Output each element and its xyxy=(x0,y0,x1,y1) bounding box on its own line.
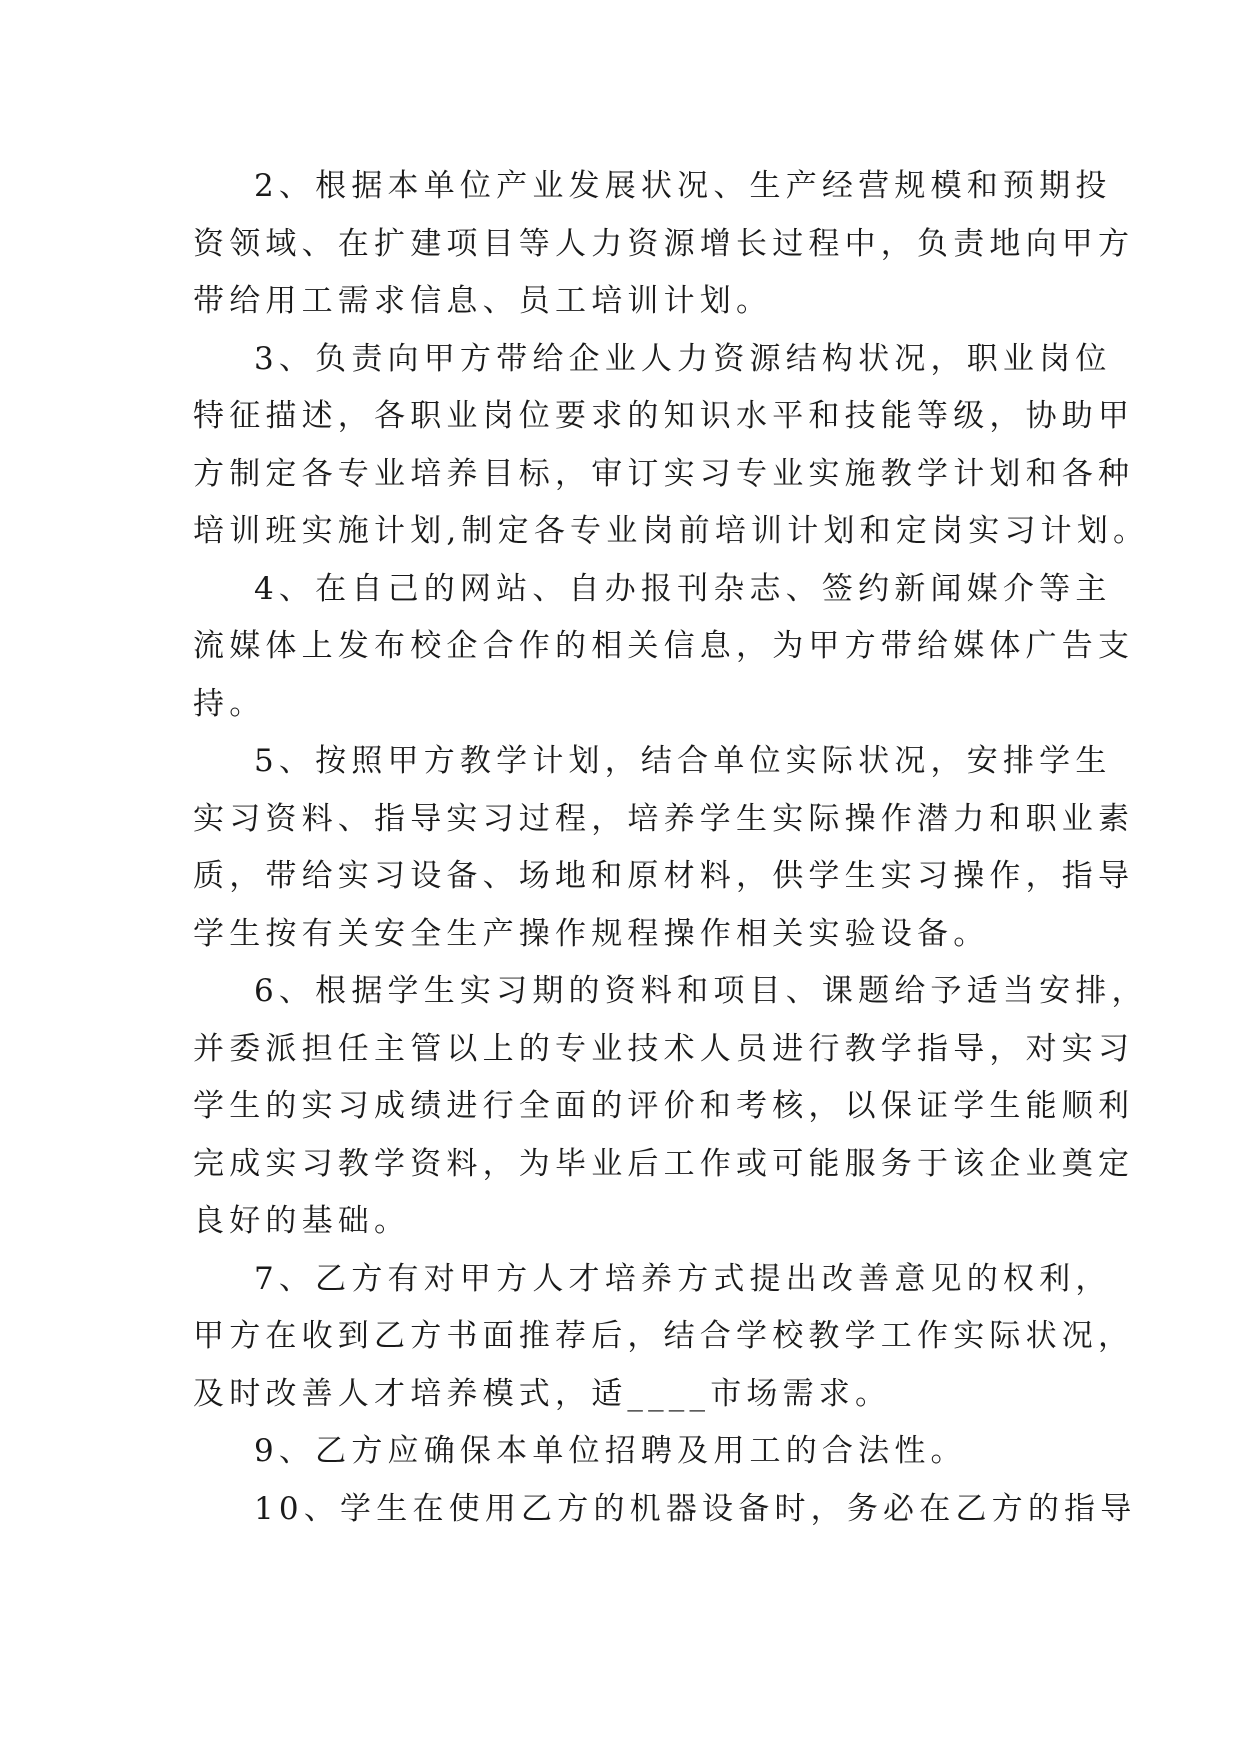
text-line: 培训班实施计划,制定各专业岗前培训计划和定岗实习计划。 xyxy=(193,513,1150,549)
text-line: 资领域、在扩建项目等人力资源增长过程中，负责地向甲方 xyxy=(193,226,1135,262)
text-line: 质，带给实习设备、场地和原材料，供学生实习操作，指导 xyxy=(193,858,1135,894)
text-line: 持。 xyxy=(193,686,266,722)
text-line: 特征描述，各职业岗位要求的知识水平和技能等级，协助甲 xyxy=(193,398,1135,434)
text-line: 完成实习教学资料，为毕业后工作或可能服务于该企业奠定 xyxy=(193,1146,1135,1182)
text-line: 学生按有关安全生产操作规程操作相关实验设备。 xyxy=(193,916,990,952)
text-line: 9、乙方应确保本单位招聘及用工的合法性。 xyxy=(254,1433,967,1469)
text-line: 流媒体上发布校企合作的相关信息，为甲方带给媒体广告支 xyxy=(193,628,1135,664)
text-line: 及时改善人才培养模式，适____市场需求。 xyxy=(193,1376,892,1412)
text-line: 良好的基础。 xyxy=(193,1203,411,1239)
text-line: 带给用工需求信息、员工培训计划。 xyxy=(193,283,773,319)
text-line: 2、根据本单位产业发展状况、生产经营规模和预期投 xyxy=(254,168,1112,204)
text-line: 实习资料、指导实习过程，培养学生实际操作潜力和职业素 xyxy=(193,801,1135,837)
text-line: 3、负责向甲方带给企业人力资源结构状况，职业岗位 xyxy=(254,341,1112,377)
text-line: 方制定各专业培养目标，审订实习专业实施教学计划和各种 xyxy=(193,456,1135,492)
text-line: 10、学生在使用乙方的机器设备时，务必在乙方的指导 xyxy=(254,1491,1137,1527)
text-line: 4、在自己的网站、自办报刊杂志、签约新闻媒介等主 xyxy=(254,571,1112,607)
text-line: 7、乙方有对甲方人才培养方式提出改善意见的权利， xyxy=(254,1261,1112,1297)
text-line: 并委派担任主管以上的专业技术人员进行教学指导，对实习 xyxy=(193,1031,1135,1067)
text-line: 5、按照甲方教学计划，结合单位实际状况，安排学生 xyxy=(254,743,1112,779)
text-line: 6、根据学生实习期的资料和项目、课题给予适当安排， xyxy=(254,973,1148,1009)
text-line: 甲方在收到乙方书面推荐后，结合学校教学工作实际状况， xyxy=(193,1318,1135,1354)
text-line: 学生的实习成绩进行全面的评价和考核，以保证学生能顺利 xyxy=(193,1088,1135,1124)
